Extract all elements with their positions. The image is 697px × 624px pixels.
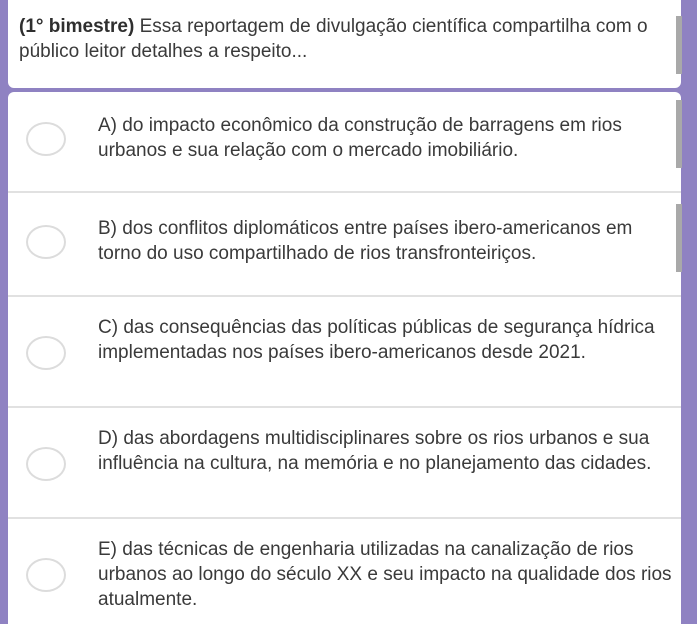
option-d-label: D) das abordagens multidisciplinares sobre os rios urbanos e sua influência na cultura, na memória e no planejamento das cidades.	[98, 428, 652, 474]
question-text	[19, 14, 659, 64]
option-c[interactable]	[8, 297, 681, 408]
option-a-label: A) do impacto econômico da construção de barragens em rios urbanos e sua relação com o mercado imobiliário.	[98, 115, 622, 161]
radio-button-d[interactable]	[26, 447, 66, 481]
option-a[interactable]	[8, 92, 681, 193]
option-c-label: C) das consequências das políticas públicas de segurança hídrica implementadas nos países ibero-americanos desde 2021.	[98, 317, 655, 363]
option-e[interactable]	[8, 519, 681, 624]
question-body: Essa reportagem de divulgação científica compartilha com o público leitor detalhes a respeito...	[19, 16, 648, 62]
option-b-scrollbar[interactable]	[676, 204, 682, 272]
option-b[interactable]	[8, 193, 681, 297]
option-e-label: E) das técnicas de engenharia utilizadas na canalização de rios urbanos ao longo do século XX e seu impacto na qualidade dos rios atualmente.	[98, 539, 672, 610]
radio-button-e[interactable]	[26, 558, 66, 592]
radio-button-b[interactable]	[26, 225, 66, 259]
radio-button-a[interactable]	[26, 122, 66, 156]
quiz-frame	[8, 0, 681, 624]
option-b-label: B) dos conflitos diplomáticos entre países ibero-americanos em torno do uso compartilhado de rios transfronteiriços.	[98, 218, 633, 264]
option-d[interactable]	[8, 408, 681, 519]
question-card	[8, 0, 681, 88]
answer-options	[8, 92, 681, 624]
question-prefix: (1° bimestre)	[19, 16, 135, 37]
question-scrollbar[interactable]	[676, 16, 682, 74]
radio-button-c[interactable]	[26, 336, 66, 370]
option-a-scrollbar[interactable]	[676, 100, 682, 168]
